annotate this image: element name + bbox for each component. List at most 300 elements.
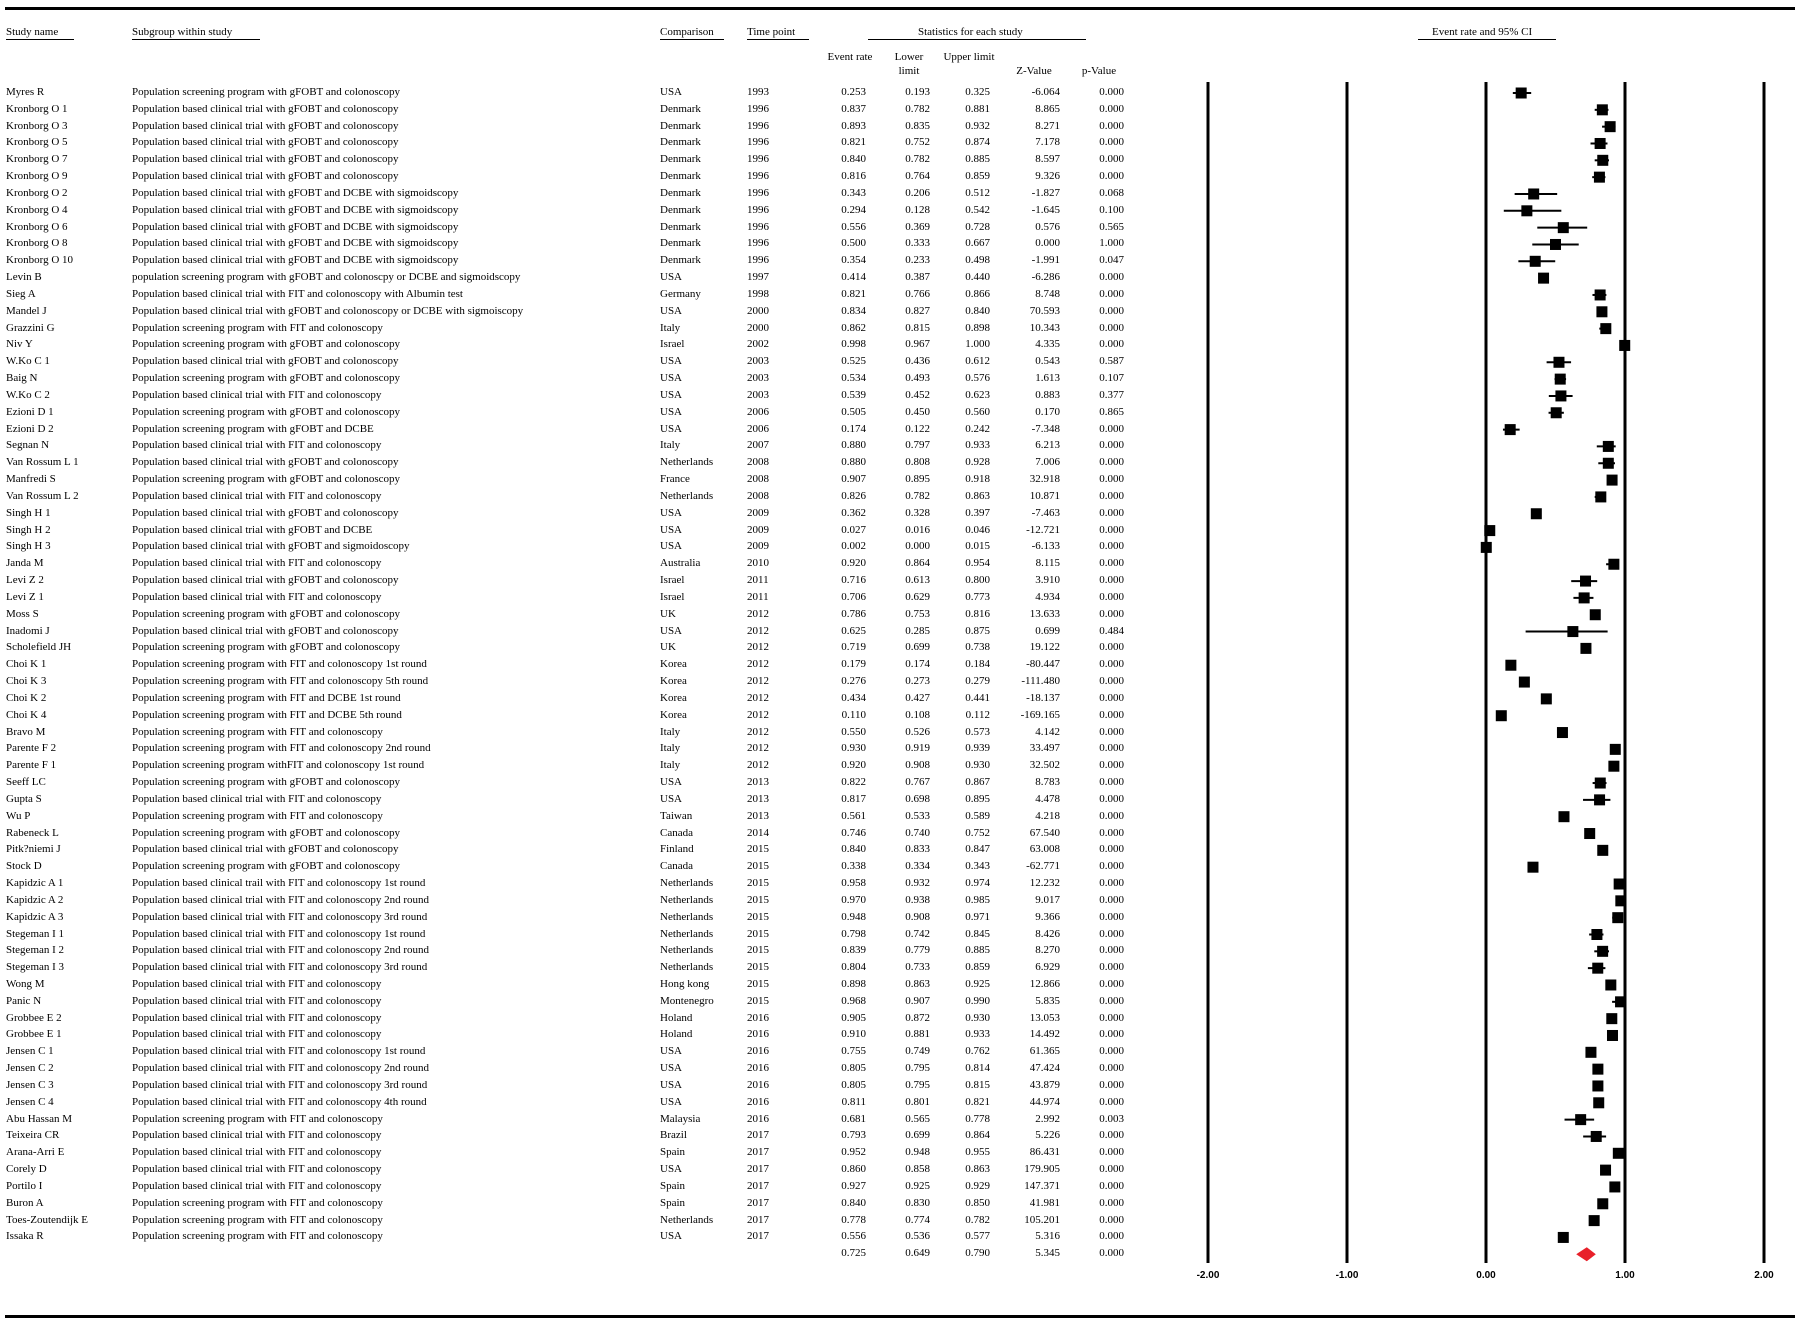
z-value-cell: -7.348 (1031, 422, 1060, 435)
subgroup-cell: Population based clinical trial with FIT and colonoscopy (132, 792, 382, 805)
p-value-cell: 0.377 (1099, 388, 1124, 401)
z-value-cell: 8.426 (1035, 927, 1060, 940)
event-rate-cell: 0.525 (841, 355, 866, 368)
study-name-cell: Stock D (6, 860, 42, 873)
event-rate-cell: 0.822 (841, 776, 866, 789)
time-point-cell: 2015 (747, 877, 769, 889)
event-rate-cell: 0.805 (841, 1078, 866, 1091)
study-name-cell: Kapidzic A 2 (6, 893, 64, 906)
time-point-cell: 2011 (747, 574, 769, 587)
upper-limit-cell: 0.929 (965, 1179, 990, 1192)
p-value-cell: 0.003 (1099, 1112, 1124, 1125)
event-rate-cell: 0.362 (841, 506, 866, 519)
x-tick-label: 1.00 (1615, 1270, 1635, 1281)
effect-square (1595, 491, 1606, 502)
z-value-cell: 0.883 (1035, 388, 1060, 401)
upper-limit-cell: 0.815 (965, 1078, 990, 1091)
event-rate-cell: 0.821 (841, 136, 866, 149)
p-value-cell: 0.107 (1099, 372, 1124, 385)
subgroup-cell: Population based clinical trial with FIT and colonoscopy (132, 1163, 382, 1176)
time-point-cell: 2017 (747, 1230, 769, 1243)
upper-limit-cell: 0.046 (965, 523, 990, 536)
time-point-cell: 2009 (747, 523, 769, 536)
z-value-cell: 33.497 (1029, 742, 1060, 755)
comparison-cell: USA (660, 1078, 683, 1091)
lower-limit-cell: 0.967 (905, 338, 930, 351)
effect-square (1593, 1097, 1604, 1108)
comparison-cell: Spain (660, 1146, 686, 1159)
pooled-upper-limit-cell: 0.790 (965, 1247, 990, 1260)
effect-square (1597, 1198, 1608, 1209)
time-point-cell: 2008 (747, 456, 769, 469)
z-value-cell: 7.006 (1035, 456, 1060, 469)
subgroup-cell: Population based clinical trial with FIT and colonoscopy (132, 439, 382, 452)
p-value-cell: 0.000 (1099, 658, 1124, 671)
comparison-cell: USA (660, 1230, 683, 1243)
comparison-cell: USA (660, 1095, 683, 1108)
lower-limit-cell: 0.766 (905, 287, 930, 300)
p-value-cell: 0.000 (1099, 843, 1124, 856)
comparison-cell: USA (660, 523, 683, 536)
comparison-cell: USA (660, 372, 683, 385)
upper-limit-cell: 0.955 (965, 1146, 990, 1159)
effect-square (1481, 542, 1492, 553)
effect-square (1594, 172, 1605, 183)
lower-limit-cell: 0.749 (905, 1045, 930, 1058)
upper-limit-cell: 0.560 (965, 405, 990, 418)
effect-square (1607, 475, 1618, 486)
time-point-cell: 2000 (747, 321, 769, 334)
effect-square (1505, 424, 1516, 435)
event-rate-cell: 0.276 (841, 675, 866, 688)
upper-limit-cell: 0.773 (965, 590, 990, 603)
p-value-cell: 0.000 (1099, 170, 1124, 183)
comparison-cell: Netherlands (660, 893, 714, 906)
upper-limit-cell: 0.577 (965, 1230, 990, 1243)
comparison-cell: Netherlands (660, 489, 714, 502)
lower-limit-cell: 0.122 (905, 422, 930, 435)
comparison-cell: Montenegro (660, 994, 714, 1007)
comparison-cell: USA (660, 355, 683, 368)
subgroup-cell: Population screening program with FIT and DCBE 5th round (132, 708, 402, 721)
z-value-cell: 43.879 (1029, 1078, 1060, 1091)
effect-square (1580, 643, 1591, 654)
p-value-cell: 0.000 (1099, 338, 1124, 351)
study-name-cell: Parente F 2 (6, 742, 57, 755)
comparison-cell: USA (660, 86, 683, 98)
p-value-cell: 0.000 (1099, 742, 1124, 755)
subgroup-cell: Population screening program with FIT and colonoscopy (132, 809, 383, 822)
effect-square (1600, 323, 1611, 334)
subgroup-cell: Population screening program with FIT and colonoscopy (132, 1112, 383, 1125)
event-rate-cell: 0.539 (841, 388, 866, 401)
subgroup-cell: Population based clinical trial with FIT and colonoscopy 3rd round (132, 1078, 428, 1091)
comparison-cell: USA (660, 422, 683, 435)
effect-square (1575, 1114, 1586, 1125)
comparison-cell: Netherlands (660, 961, 714, 974)
time-point-cell: 2012 (747, 691, 769, 704)
effect-square (1592, 1064, 1603, 1075)
time-point-cell: 1997 (747, 271, 769, 284)
subgroup-cell: Population based clinical trial with FIT and colonoscopy (132, 994, 382, 1007)
effect-square (1551, 407, 1562, 418)
event-rate-cell: 0.434 (841, 691, 866, 704)
effect-square (1555, 390, 1566, 401)
effect-square (1595, 138, 1606, 149)
comparison-cell: Italy (660, 439, 681, 452)
event-rate-cell: 0.354 (841, 254, 866, 267)
lower-limit-cell: 0.815 (905, 321, 930, 334)
upper-limit-cell: 0.184 (965, 658, 990, 671)
subgroup-cell: Population based clinical trial with FIT and colonoscopy 3rd round (132, 910, 428, 923)
study-name-cell: Inadomi J (6, 624, 50, 637)
p-value-cell: 0.000 (1099, 910, 1124, 923)
lower-limit-cell: 0.932 (905, 877, 930, 889)
event-rate-cell: 0.534 (841, 372, 866, 385)
event-rate-cell: 0.826 (841, 489, 866, 502)
event-rate-cell: 0.556 (841, 1230, 866, 1243)
p-value-cell: 0.000 (1099, 944, 1124, 957)
effect-square (1606, 1013, 1617, 1024)
subgroup-cell: Population based clinical trial with FIT and colonoscopy (132, 1129, 382, 1142)
time-point-cell: 2013 (747, 792, 769, 805)
time-point-cell: 1996 (747, 102, 769, 115)
study-name-cell: Janda M (6, 557, 44, 570)
p-value-cell: 0.000 (1099, 877, 1124, 889)
lower-limit-cell: 0.613 (905, 574, 930, 587)
upper-limit-cell: 0.866 (965, 287, 990, 300)
p-value-cell: 0.000 (1099, 102, 1124, 115)
subgroup-cell: Population based clinical trial with FIT and colonoscopy 2nd round (132, 1062, 430, 1075)
comparison-cell: Germany (660, 287, 701, 300)
p-value-cell: 0.000 (1099, 792, 1124, 805)
comparison-cell: Korea (660, 675, 687, 688)
event-rate-cell: 0.837 (841, 102, 866, 115)
event-rate-cell: 0.811 (841, 1095, 866, 1108)
comparison-cell: Denmark (660, 102, 701, 115)
study-name-cell: Jensen C 3 (6, 1078, 54, 1091)
effect-square (1541, 693, 1552, 704)
study-name-cell: Panic N (6, 994, 42, 1007)
subgroup-cell: Population based clinical trial with FIT and colonoscopy (132, 557, 382, 570)
comparison-cell: USA (660, 1163, 683, 1176)
comparison-cell: Canada (660, 826, 693, 839)
lower-limit-cell: 0.779 (905, 944, 930, 957)
lower-limit-cell: 0.328 (905, 506, 930, 519)
z-value-cell: 0.543 (1035, 355, 1060, 368)
comparison-cell: Netherlands (660, 456, 714, 469)
lower-limit-cell: 0.752 (905, 136, 930, 149)
lower-limit-cell: 0.808 (905, 456, 930, 469)
lower-limit-cell: 0.016 (905, 523, 930, 536)
comparison-cell: Italy (660, 725, 681, 738)
header-comparison: Comparison (660, 26, 714, 38)
time-point-cell: 2008 (747, 473, 769, 486)
time-point-cell: 2015 (747, 893, 769, 906)
upper-limit-cell: 0.573 (965, 725, 990, 738)
lower-limit-cell: 0.753 (905, 607, 930, 620)
z-value-cell: 147.371 (1024, 1179, 1060, 1192)
effect-square (1595, 289, 1606, 300)
effect-square (1516, 88, 1527, 99)
effect-square (1550, 239, 1561, 250)
p-value-cell: 0.000 (1099, 321, 1124, 334)
lower-limit-cell: 0.938 (905, 893, 930, 906)
z-value-cell: 6.213 (1035, 439, 1060, 452)
effect-square (1615, 895, 1626, 906)
study-name-cell: Myres R (6, 86, 45, 98)
effect-square (1584, 828, 1595, 839)
time-point-cell: 2016 (747, 1028, 769, 1041)
p-value-cell: 0.000 (1099, 439, 1124, 452)
time-point-cell: 1998 (747, 287, 769, 300)
z-value-cell: -6.064 (1031, 86, 1060, 98)
p-value-cell: 0.068 (1099, 186, 1124, 199)
study-name-cell: Van Rossum L 1 (6, 456, 79, 469)
lower-limit-cell: 0.000 (905, 540, 930, 553)
time-point-cell: 2012 (747, 708, 769, 721)
comparison-cell: USA (660, 506, 683, 519)
study-name-cell: Kronborg O 6 (6, 220, 68, 233)
lower-limit-cell: 0.436 (905, 355, 930, 368)
time-point-cell: 2017 (747, 1179, 769, 1192)
pooled-lower-limit-cell: 0.649 (905, 1247, 930, 1260)
study-name-cell: Singh H 1 (6, 506, 51, 519)
study-name-cell: Grobbee E 1 (6, 1028, 62, 1041)
study-name-cell: Kronborg O 4 (6, 203, 68, 216)
event-rate-cell: 0.930 (841, 742, 866, 755)
time-point-cell: 2017 (747, 1196, 769, 1209)
time-point-cell: 1996 (747, 203, 769, 216)
effect-square (1607, 1030, 1618, 1041)
subgroup-cell: Population screening program with gFOBT and colonoscopy (132, 607, 401, 620)
subgroup-cell: Population based clinical trial with gFOBT and colonoscopy (132, 843, 399, 856)
time-point-cell: 1996 (747, 170, 769, 183)
p-value-cell: 0.000 (1099, 574, 1124, 587)
upper-limit-cell: 0.800 (965, 574, 990, 587)
study-name-cell: Arana-Arri E (6, 1146, 65, 1159)
lower-limit-cell: 0.827 (905, 304, 930, 317)
event-rate-cell: 0.110 (841, 708, 866, 721)
lower-limit-cell: 0.881 (905, 1028, 930, 1041)
event-rate-cell: 0.414 (841, 271, 866, 284)
lower-limit-cell: 0.863 (905, 977, 930, 990)
p-value-cell: 0.000 (1099, 860, 1124, 873)
comparison-cell: Holand (660, 1028, 693, 1041)
comparison-cell: Denmark (660, 254, 701, 267)
event-rate-cell: 0.550 (841, 725, 866, 738)
z-value-cell: 19.122 (1029, 641, 1060, 654)
z-value-cell: 8.783 (1035, 776, 1060, 789)
p-value-cell: 0.000 (1099, 1078, 1124, 1091)
upper-limit-cell: 0.512 (965, 186, 990, 199)
lower-limit-cell: 0.907 (905, 994, 930, 1007)
lower-limit-cell: 0.427 (905, 691, 930, 704)
subgroup-cell: Population screening program withFIT and colonoscopy 1st round (132, 759, 425, 772)
event-rate-cell: 0.862 (841, 321, 866, 334)
event-rate-cell: 0.561 (841, 809, 866, 822)
comparison-cell: Italy (660, 742, 681, 755)
z-value-cell: -6.133 (1031, 540, 1060, 553)
subgroup-cell: Population screening program with gFOBT and colonoscopy (132, 405, 401, 418)
lower-limit-cell: 0.174 (905, 658, 930, 671)
p-value-cell: 0.000 (1099, 607, 1124, 620)
comparison-cell: USA (660, 1062, 683, 1075)
lower-limit-cell: 0.452 (905, 388, 930, 401)
study-name-cell: Choi K 2 (6, 691, 47, 704)
lower-limit-cell: 0.536 (905, 1230, 930, 1243)
time-point-cell: 2017 (747, 1146, 769, 1159)
upper-limit-cell: 0.840 (965, 304, 990, 317)
time-point-cell: 2016 (747, 1095, 769, 1108)
z-value-cell: 0.576 (1035, 220, 1060, 233)
time-point-cell: 2003 (747, 388, 769, 401)
study-name-cell: Singh H 2 (6, 523, 51, 536)
upper-limit-cell: 0.440 (965, 271, 990, 284)
event-rate-cell: 0.816 (841, 170, 866, 183)
time-point-cell: 2016 (747, 1078, 769, 1091)
study-name-cell: Choi K 4 (6, 708, 47, 721)
p-value-cell: 0.000 (1099, 153, 1124, 166)
p-value-cell: 0.047 (1099, 254, 1124, 267)
subgroup-cell: Population based clinical trial with FIT and colonoscopy (132, 489, 382, 502)
effect-square (1531, 508, 1542, 519)
header-subgroup: Subgroup within study (132, 26, 233, 38)
z-value-cell: 41.981 (1029, 1196, 1060, 1209)
event-rate-cell: 0.839 (841, 944, 866, 957)
study-name-cell: Buron A (6, 1196, 44, 1209)
subgroup-cell: Population based clinical trial with gFOBT and DCBE with sigmoidscopy (132, 220, 459, 233)
study-name-cell: Jensen C 4 (6, 1095, 54, 1108)
study-name-cell: Toes-Zoutendijk E (6, 1213, 89, 1226)
time-point-cell: 2014 (747, 826, 769, 839)
z-value-cell: 32.918 (1029, 473, 1060, 486)
time-point-cell: 2012 (747, 607, 769, 620)
comparison-cell: Italy (660, 759, 681, 772)
effect-square (1592, 963, 1603, 974)
z-value-cell: 3.910 (1035, 574, 1060, 587)
upper-limit-cell: 0.885 (965, 153, 990, 166)
comparison-cell: Canada (660, 860, 693, 873)
z-value-cell: 86.431 (1029, 1146, 1060, 1159)
lower-limit-cell: 0.699 (905, 641, 930, 654)
lower-limit-cell: 0.533 (905, 809, 930, 822)
z-value-cell: 8.597 (1035, 153, 1060, 166)
upper-limit-cell: 0.343 (965, 860, 990, 873)
upper-limit-cell: 0.015 (965, 540, 990, 553)
time-point-cell: 2012 (747, 759, 769, 772)
p-value-cell: 0.000 (1099, 489, 1124, 502)
lower-limit-cell: 0.629 (905, 590, 930, 603)
subgroup-cell: Population based clinical trial with gFOBT and colonoscopy (132, 102, 399, 115)
header-statistics: Statistics for each study (918, 26, 1023, 38)
p-value-cell: 0.000 (1099, 776, 1124, 789)
comparison-cell: Netherlands (660, 910, 714, 923)
subgroup-cell: Population based clinical trial with FIT and colonoscopy 2nd round (132, 893, 430, 906)
z-value-cell: 10.871 (1029, 489, 1060, 502)
col-header-lower-limit: Lower limit (894, 51, 924, 77)
subgroup-cell: Population based clinical trial with gFOBT and colonoscopy (132, 574, 399, 587)
comparison-cell: Holand (660, 1011, 693, 1024)
lower-limit-cell: 0.764 (905, 170, 930, 183)
effect-square (1597, 845, 1608, 856)
event-rate-cell: 0.338 (841, 860, 866, 873)
event-rate-cell: 0.948 (841, 910, 866, 923)
effect-square (1619, 340, 1630, 351)
subgroup-cell: Population based clinical trial with FIT and colonoscopy 3rd round (132, 961, 428, 974)
subgroup-cell: Population based clinical trial with FIT and colonoscopy (132, 1028, 382, 1041)
z-value-cell: 10.343 (1029, 321, 1060, 334)
lower-limit-cell: 0.742 (905, 927, 930, 940)
time-point-cell: 2008 (747, 489, 769, 502)
p-value-cell: 0.000 (1099, 1146, 1124, 1159)
study-name-cell: Stegeman I 3 (6, 961, 65, 974)
comparison-cell: Australia (660, 557, 701, 570)
study-name-cell: W.Ko C 1 (6, 355, 50, 368)
time-point-cell: 2012 (747, 624, 769, 637)
x-tick-label: 2.00 (1754, 1270, 1774, 1281)
event-rate-cell: 0.179 (841, 658, 866, 671)
event-rate-cell: 0.778 (841, 1213, 866, 1226)
time-point-cell: 2017 (747, 1163, 769, 1176)
upper-limit-cell: 0.778 (965, 1112, 990, 1125)
time-point-cell: 2015 (747, 927, 769, 940)
study-name-cell: W.Ko C 2 (6, 388, 50, 401)
event-rate-cell: 0.804 (841, 961, 866, 974)
pooled-z-value-cell: 5.345 (1035, 1247, 1060, 1260)
p-value-cell: 0.000 (1099, 1095, 1124, 1108)
study-name-cell: Jensen C 1 (6, 1045, 54, 1058)
subgroup-cell: Population based clinical trial with FIT and colonoscopy (132, 1179, 382, 1192)
time-point-cell: 2012 (747, 658, 769, 671)
time-point-cell: 1996 (747, 237, 769, 250)
event-rate-cell: 0.294 (841, 203, 866, 216)
effect-square (1603, 458, 1614, 469)
lower-limit-cell: 0.908 (905, 759, 930, 772)
lower-limit-cell: 0.565 (905, 1112, 930, 1125)
upper-limit-cell: 1.000 (965, 338, 990, 351)
effect-square (1608, 761, 1619, 772)
p-value-cell: 0.000 (1099, 523, 1124, 536)
upper-limit-cell: 0.974 (965, 877, 990, 889)
study-name-cell: Niv Y (6, 338, 33, 351)
event-rate-cell: 0.719 (841, 641, 866, 654)
upper-limit-cell: 0.589 (965, 809, 990, 822)
upper-limit-cell: 0.990 (965, 994, 990, 1007)
lower-limit-cell: 0.206 (905, 186, 930, 199)
study-name-cell: Manfredi S (6, 473, 56, 486)
lower-limit-cell: 0.919 (905, 742, 930, 755)
event-rate-cell: 0.920 (841, 759, 866, 772)
event-rate-cell: 0.860 (841, 1163, 866, 1176)
upper-limit-cell: 0.441 (965, 691, 990, 704)
comparison-cell: Taiwan (660, 809, 693, 822)
subgroup-cell: Population based clinical trial with gFOBT and colonoscopy (132, 153, 399, 166)
event-rate-cell: 0.905 (841, 1011, 866, 1024)
z-value-cell: 47.424 (1029, 1062, 1060, 1075)
upper-limit-cell: 0.612 (965, 355, 990, 368)
p-value-cell: 0.000 (1099, 809, 1124, 822)
upper-limit-cell: 0.933 (965, 1028, 990, 1041)
effect-square (1609, 1181, 1620, 1192)
subgroup-cell: Population screening program with gFOBT and colonoscopy (132, 86, 401, 98)
time-point-cell: 2017 (747, 1129, 769, 1142)
time-point-cell: 2016 (747, 1112, 769, 1125)
subgroup-cell: Population based clinical trial with FIT and colonoscopy (132, 1146, 382, 1159)
subgroup-cell: Population screening program with FIT and colonoscopy (132, 1230, 383, 1243)
subgroup-cell: Population based clinical trial with FIT and colonoscopy (132, 590, 382, 603)
p-value-cell: 0.000 (1099, 1045, 1124, 1058)
